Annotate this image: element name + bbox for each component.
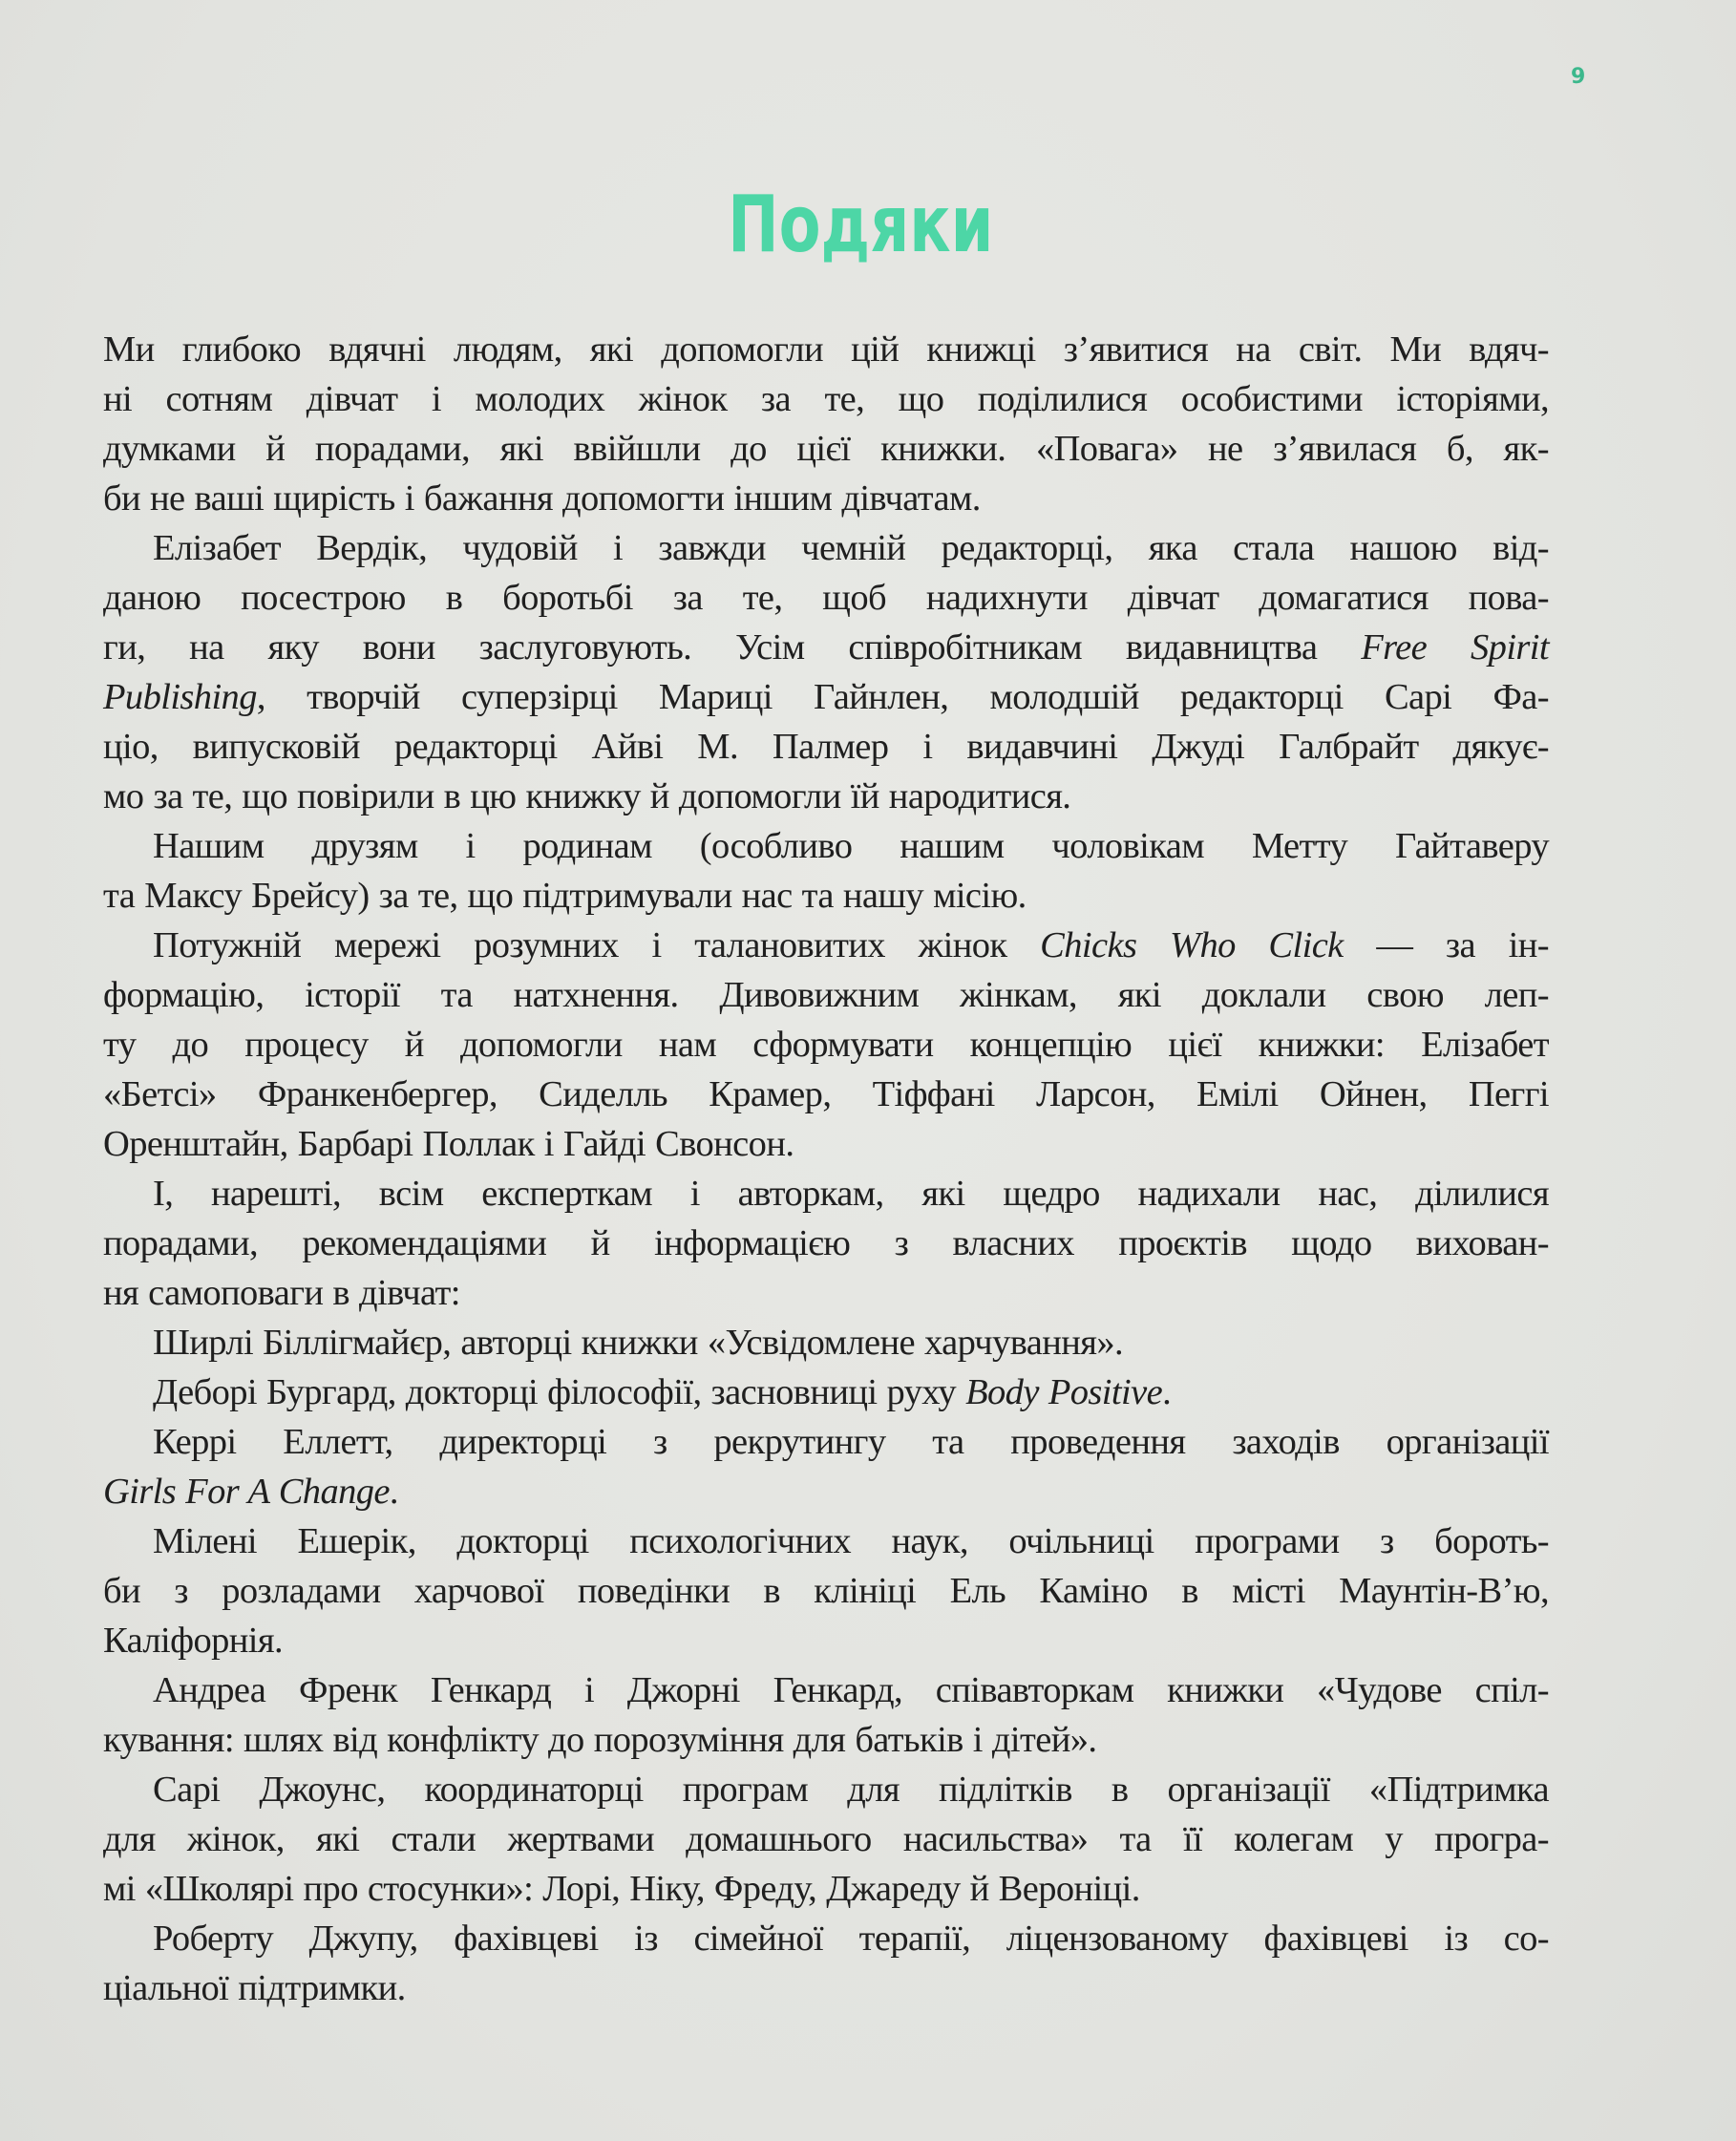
paragraph-3 (103, 821, 1549, 921)
text-run: , творчій суперзірці Мариці Гайнлен, молодшій редакторці Сарі Фа- (256, 677, 1549, 717)
text-line: порадами, рекомендаціями й інформацією з власних проєктів щодо вихован- (103, 1223, 1549, 1263)
text-line: мо за те, що повірили в цю книжку й допомогли їй народитися. (103, 776, 1071, 816)
text-line: формацію, історії та натхнення. Дивовижним жінкам, які доклали свою леп- (103, 975, 1549, 1015)
text-run: . (389, 1472, 398, 1512)
text-line: Оренштайн, Барбарі Поллак і Гайді Свонсон. (103, 1124, 794, 1164)
text-line: Сарі Джоунс, координаторці програм для підлітків в організації «Підтримка (153, 1770, 1549, 1810)
paragraph-8 (103, 1417, 1549, 1516)
paragraph-9 (103, 1516, 1549, 1665)
text-line: Керрі Еллетт, директорці з рекрутингу та проведення заходів організації (153, 1422, 1549, 1462)
text-line: «Бетсі» Франкенбергер, Сиделль Крамер, Тіффані Ларсон, Емілі Ойнен, Пеггі (103, 1074, 1549, 1114)
text-line: думками й порадами, які ввійшли до цієї книжки. «Повага» не з’явилася б, як- (103, 429, 1549, 469)
text-line: Каліфорнія. (103, 1621, 283, 1661)
text-run: Потужній мережі розумних і талановитих жінок (153, 925, 1041, 965)
page-number: 9 (1571, 65, 1586, 89)
text-line: ціо, випусковій редакторці Айві М. Палмер і видавчині Джуді Галбрайт дякує- (103, 727, 1549, 767)
text-line: для жінок, які стали жертвами домашнього насильства» та її колегам у програ- (103, 1819, 1549, 1859)
text-line (103, 623, 1549, 672)
text-line: кування: шлях від конфлікту до порозуміння для батьків і дітей». (103, 1720, 1097, 1760)
text-line: та Максу Брейсу) за те, що підтримували нас та нашу місію. (103, 876, 1027, 916)
paragraph-4 (103, 921, 1549, 1169)
paragraph-6 (103, 1318, 1549, 1367)
text-run: Деборі Бургард, докторці філософії, засновниці руху (153, 1372, 966, 1412)
paragraph-7 (103, 1367, 1549, 1417)
paragraph-11 (103, 1765, 1549, 1914)
text-line: Ми глибоко вдячні людям, які допомогли цій книжці з’явитися на світ. Ми вдяч- (103, 329, 1549, 370)
movement-name-italic: Body Positive (965, 1372, 1163, 1412)
acknowledgements-body (103, 325, 1549, 2013)
text-line (103, 1367, 1549, 1417)
text-line: би з розладами харчової поведінки в клініці Ель Каміно в місті Маунтін-В’ю, (103, 1571, 1549, 1611)
text-run: ги, на яку вони заслуговують. Усім співробітникам видавництва (103, 627, 1362, 668)
page-title: Подяки (728, 180, 994, 270)
text-line: Роберту Джупу, фахівцеві із сімейної терапії, ліцензованому фахівцеві із со- (153, 1918, 1549, 1959)
text-run: — за ін- (1343, 925, 1549, 965)
text-line (103, 1467, 1549, 1516)
text-line: Нашим друзям і родинам (особливо нашим чоловікам Метту Гайтаверу (153, 826, 1549, 866)
text-line (103, 672, 1549, 722)
publisher-name-italic: Publishing (103, 677, 257, 717)
text-line: би не ваші щирість і бажання допомогти іншим дівчатам. (103, 478, 981, 519)
text-run: . (1162, 1372, 1172, 1412)
network-name-italic: Chicks Who Click (1040, 925, 1344, 965)
text-line: Ширлі Біллігмайєр, авторці книжки «Усвідомлене харчування». (153, 1323, 1124, 1363)
text-line: Елізабет Вердік, чудовій і завжди чемній редакторці, яка стала нашою від- (153, 528, 1549, 568)
publisher-name-italic: Free Spirit (1361, 627, 1549, 668)
paragraph-10 (103, 1665, 1549, 1765)
text-line: ня самоповаги в дівчат: (103, 1273, 460, 1313)
paragraph-12 (103, 1914, 1549, 2013)
text-line: даною посестрою в боротьбі за те, щоб надихнути дівчат домагатися пова- (103, 578, 1549, 618)
text-line: Андреа Френк Генкард і Джорні Генкард, співавторкам книжки «Чудове спіл- (153, 1670, 1549, 1710)
text-line: І, нарешті, всім експерткам і авторкам, які щедро надихали нас, ділилися (153, 1174, 1549, 1214)
paragraph-5 (103, 1169, 1549, 1318)
text-line: ціальної підтримки. (103, 1968, 406, 2008)
text-line: Мілені Ешерік, докторці психологічних наук, очільниці програми з бороть- (153, 1521, 1549, 1561)
text-line: ні сотням дівчат і молодих жінок за те, що поділилися особистими історіями, (103, 379, 1549, 419)
text-line (103, 921, 1549, 970)
organization-name-italic: Girls For A Change (103, 1472, 390, 1512)
paragraph-2 (103, 523, 1549, 821)
text-line: мі «Школярі про стосунки»: Лорі, Ніку, Фреду, Джареду й Вероніці. (103, 1869, 1140, 1909)
text-line: ту до процесу й допомогли нам сформувати концепцію цієї книжки: Елізабет (103, 1025, 1549, 1065)
paragraph-1 (103, 325, 1549, 523)
